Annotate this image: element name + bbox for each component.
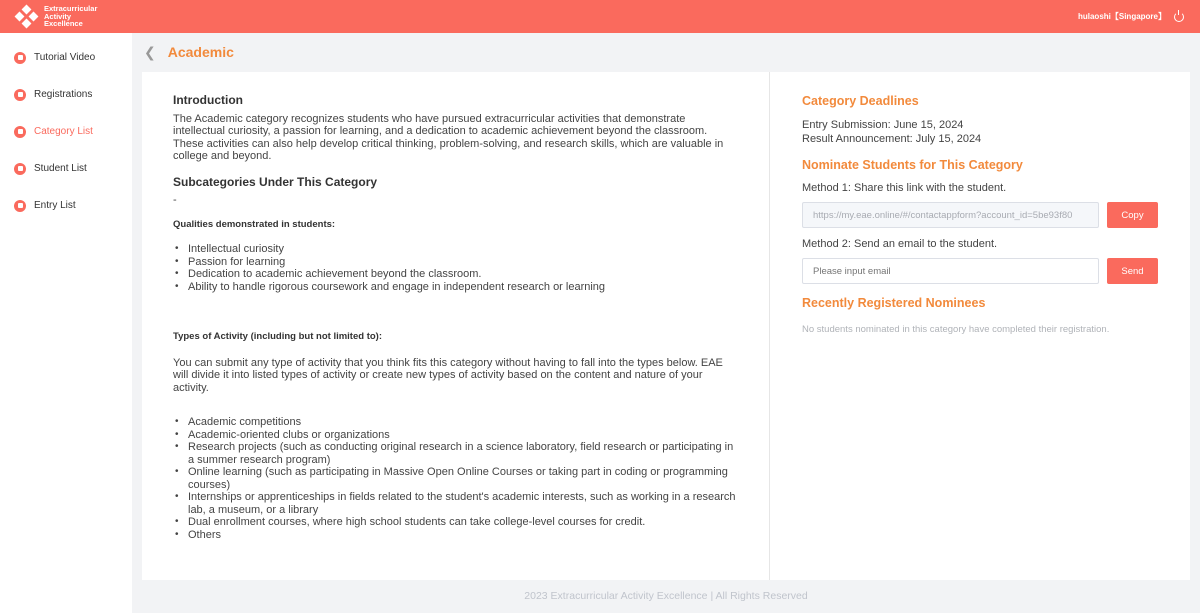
brand-line-1: Extracurricular: [44, 4, 98, 14]
list-item: • Others: [173, 529, 738, 542]
list-item: • Internships or apprenticeships in fields related to the student's academic interests, such as working in a research lab, a museum, or a library: [173, 491, 738, 516]
sidebar-item-label: Tutorial Video: [34, 52, 96, 63]
types-intro: You can submit any type of activity that you think fits this category without having to fall into the types below. EAE will divide it into listed types of activity or create new types of activity based on the content and nature of your activity.: [173, 356, 723, 394]
sidebar-item-label: Category List: [34, 126, 93, 137]
list-item: • Research projects (such as conducting original research in a science laboratory, field research or participating in a summer research program): [173, 441, 738, 466]
video-icon: [14, 52, 26, 64]
deadlines-heading: Category Deadlines: [802, 94, 919, 108]
sidebar-item-label: Student List: [34, 163, 87, 174]
chevron-left-icon[interactable]: ❮: [144, 43, 156, 60]
student-icon: [14, 163, 26, 175]
list-item: • Passion for learning: [173, 256, 738, 269]
user-area: [1078, 11, 1184, 22]
intro-heading: Introduction: [173, 93, 243, 107]
sidebar-item-entry-list[interactable]: [0, 187, 132, 224]
list-item: • Dual enrollment courses, where high school students can take college-level courses for credit.: [173, 516, 738, 529]
logo-icon: [16, 6, 38, 28]
send-button[interactable]: Send: [1107, 258, 1158, 284]
list-item: • Dedication to academic achievement beyond the classroom.: [173, 268, 738, 281]
footer: 2023 Extracurricular Activity Excellence | All Rights Reserved: [524, 590, 808, 602]
subcategories-heading: Subcategories Under This Category: [173, 174, 378, 189]
nominate-heading: Nominate Students for This Category: [802, 158, 1023, 172]
top-bar: [0, 0, 1200, 33]
sidebar: [0, 33, 132, 613]
list-item: • Academic-oriented clubs or organizations: [173, 429, 738, 442]
subcategories-value: -: [173, 194, 177, 206]
types-heading: Types of Activity (including but not limited to):: [173, 331, 382, 342]
list-item: • Ability to handle rigorous coursework and engage in independent research or learning: [173, 281, 738, 294]
brand-name: [44, 5, 97, 28]
brand-line-3: Excellence: [44, 19, 83, 29]
sidebar-item-tutorial-video[interactable]: [0, 39, 132, 76]
copy-button[interactable]: Copy: [1107, 202, 1158, 228]
intro-text: The Academic category recognizes students who have pursued extracurricular activities that demonstrate intellectual curiosity, a passion for learning, and a dedication to academic achievement beyond the classroom. These activities can also help develop critical thinking, problem-solving, and research skills, which are valuable in college and beyond.: [173, 112, 724, 162]
list-item: • Intellectual curiosity: [173, 243, 738, 256]
share-link-field[interactable]: https://my.eae.online/#/contactappform?account_id=5be93f80: [802, 202, 1099, 228]
recent-heading: Recently Registered Nominees: [802, 296, 986, 310]
logout-icon[interactable]: [1174, 12, 1184, 22]
method-1-label: Method 1: Share this link with the student.: [802, 182, 1007, 194]
grid-icon: [14, 126, 26, 138]
empty-state-text: No students nominated in this category have completed their registration.: [802, 324, 1110, 335]
types-list: [173, 416, 738, 541]
sidebar-item-label: Entry List: [34, 200, 76, 211]
list-item: • Academic competitions: [173, 416, 738, 429]
page-header: [132, 33, 1200, 71]
category-description: [142, 72, 770, 580]
layers-icon: [14, 200, 26, 212]
method-2-label: Method 2: Send an email to the student.: [802, 238, 998, 250]
content-card: [142, 72, 1190, 580]
sidebar-item-category-list[interactable]: [0, 113, 132, 150]
brand[interactable]: [16, 5, 97, 28]
page-title: Academic: [167, 44, 234, 60]
result-deadline: Result Announcement: July 15, 2024: [802, 133, 982, 145]
nomination-panel: [771, 72, 1190, 580]
sidebar-item-student-list[interactable]: [0, 150, 132, 187]
user-label[interactable]: hulaoshi【Singapore】: [1077, 12, 1166, 21]
email-field[interactable]: [802, 258, 1099, 284]
qualities-heading: Qualities demonstrated in students:: [173, 218, 336, 230]
entry-deadline: Entry Submission: June 15, 2024: [802, 119, 964, 131]
list-item: • Online learning (such as participating in Massive Open Online Courses or taking part in coding or programming courses): [173, 466, 738, 491]
brand-line-2: Activity: [44, 11, 72, 21]
qualities-list: [173, 243, 738, 293]
sidebar-item-registrations[interactable]: [0, 76, 132, 113]
sidebar-item-label: Registrations: [34, 89, 93, 100]
registrations-icon: [14, 89, 26, 101]
